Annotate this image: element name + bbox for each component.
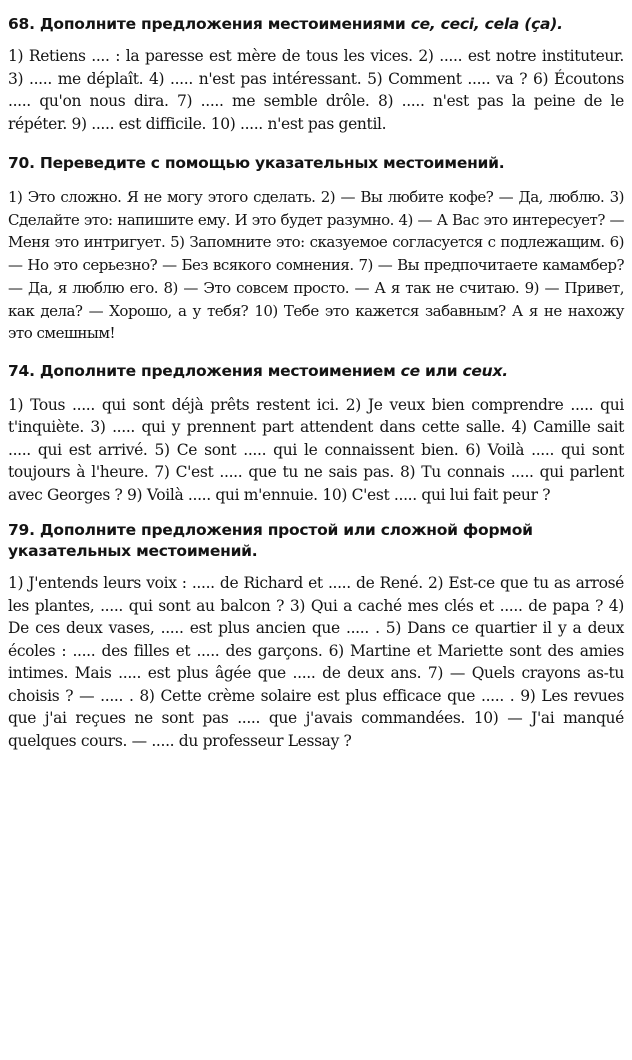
exercise-number: 79. xyxy=(8,521,35,540)
exercise-74 xyxy=(8,361,624,507)
exercise-instruction: Дополните предложения простой или сложной формой указательных местоимений. xyxy=(8,521,533,561)
exercise-79 xyxy=(8,520,624,752)
exercise-number: 68. xyxy=(8,15,35,33)
exercise-text: 1) J'entends leurs voix : ..... de Richard et ..... de René. 2) Est-ce que tu as arrosé les plantes, ..... qui sont au balcon ? 3) Qui a caché mes clés et ..... de papa ? 4) De ces deux vases, ..... est plus ancien que ..... . 5) Dans ce quartier il y a deux écoles : ..... des filles et ..... des garçons. 6) Martine et Mariette sont des amies intimes. Mais ..... est plus âgée que ..... de deux ans. 7) — Quels crayons as-tu choisis ? — ..... . 8) Cette crème solaire est plus efficace que ..... . 9) Les revues que j'ai reçues ne sont pas ..... que j'avais commandées. 10) — J'ai manqué quelques cours. — ..... du professeur Lessay ? xyxy=(8,574,624,750)
exercise-instruction: Дополните предложения местоимением xyxy=(39,361,401,380)
exercise-instruction-italic: ce, ceci, cela (ça). xyxy=(410,15,563,33)
exercise-text: 1) Tous ..... qui sont déjà prêts restent ici. 2) Je veux bien comprendre ..... qui t'inquiète. 3) ..... qui y prennent part attendent dans cette salle. 4) Camille sait ..... qui est arrivé. 5) Ce sont ..... qui le connaissent bien. 6) Voilà ..... qui sont toujours à l'heure. 7) C'est ..... que tu ne sais pas. 8) Tu connais ..... qui parlent avec Georges ? 9) Voilà ..... qui m'ennuie. 10) C'est ..... qui lui fait peur ? xyxy=(8,395,624,504)
exercise-instruction: Переведите с помощью указательных местоимений. xyxy=(39,154,505,172)
exercise-instruction-connector: или xyxy=(419,361,463,380)
exercise-heading xyxy=(8,520,624,562)
exercise-text: 1) Retiens .... : la paresse est mère de tous les vices. 2) ..... est notre instituteur. 3) ..... me déplaît. 4) ..... n'est pas intéressant. 5) Comment ..... va ? 6) Écoutons ..... qu'on nous dira. 7) ..... me semble drôle. 8) ..... n'est pas la peine de le répéter. 9) ..... est difficile. 10) ..... n'est pas gentil. xyxy=(8,47,624,133)
exercise-68 xyxy=(8,14,624,135)
exercise-heading xyxy=(8,153,624,174)
exercise-heading xyxy=(8,361,624,382)
exercise-number: 70. xyxy=(8,154,35,172)
exercise-instruction: Дополните предложения местоимениями xyxy=(39,15,411,33)
exercise-text: 1) Это сложно. Я не могу этого сделать. 2) — Вы любите кофе? — Да, люблю. 3) Сделайте это: напишите ему. И это будет разумно. 4) — А Вас это интересует? — Меня это интригует. 5) Запомните это: сказуемое согласуется с подлежащим. 6) — Но это серьезно? — Без всякого сомнения. 7) — Вы предпочитаете камамбер? — Да, я люблю его. 8) — Это совсем просто. — А я так не считаю. 9) — Привет, как дела? — Хорошо, а у тебя? 10) Тебе это кажется забавным? А я не нахожу это смешным! xyxy=(8,188,624,343)
exercise-number: 74. xyxy=(8,361,35,380)
exercise-heading xyxy=(8,14,624,35)
exercise-70 xyxy=(8,153,624,345)
exercise-instruction-italic: ce xyxy=(400,361,420,380)
exercise-instruction-italic: ceux. xyxy=(462,361,508,380)
